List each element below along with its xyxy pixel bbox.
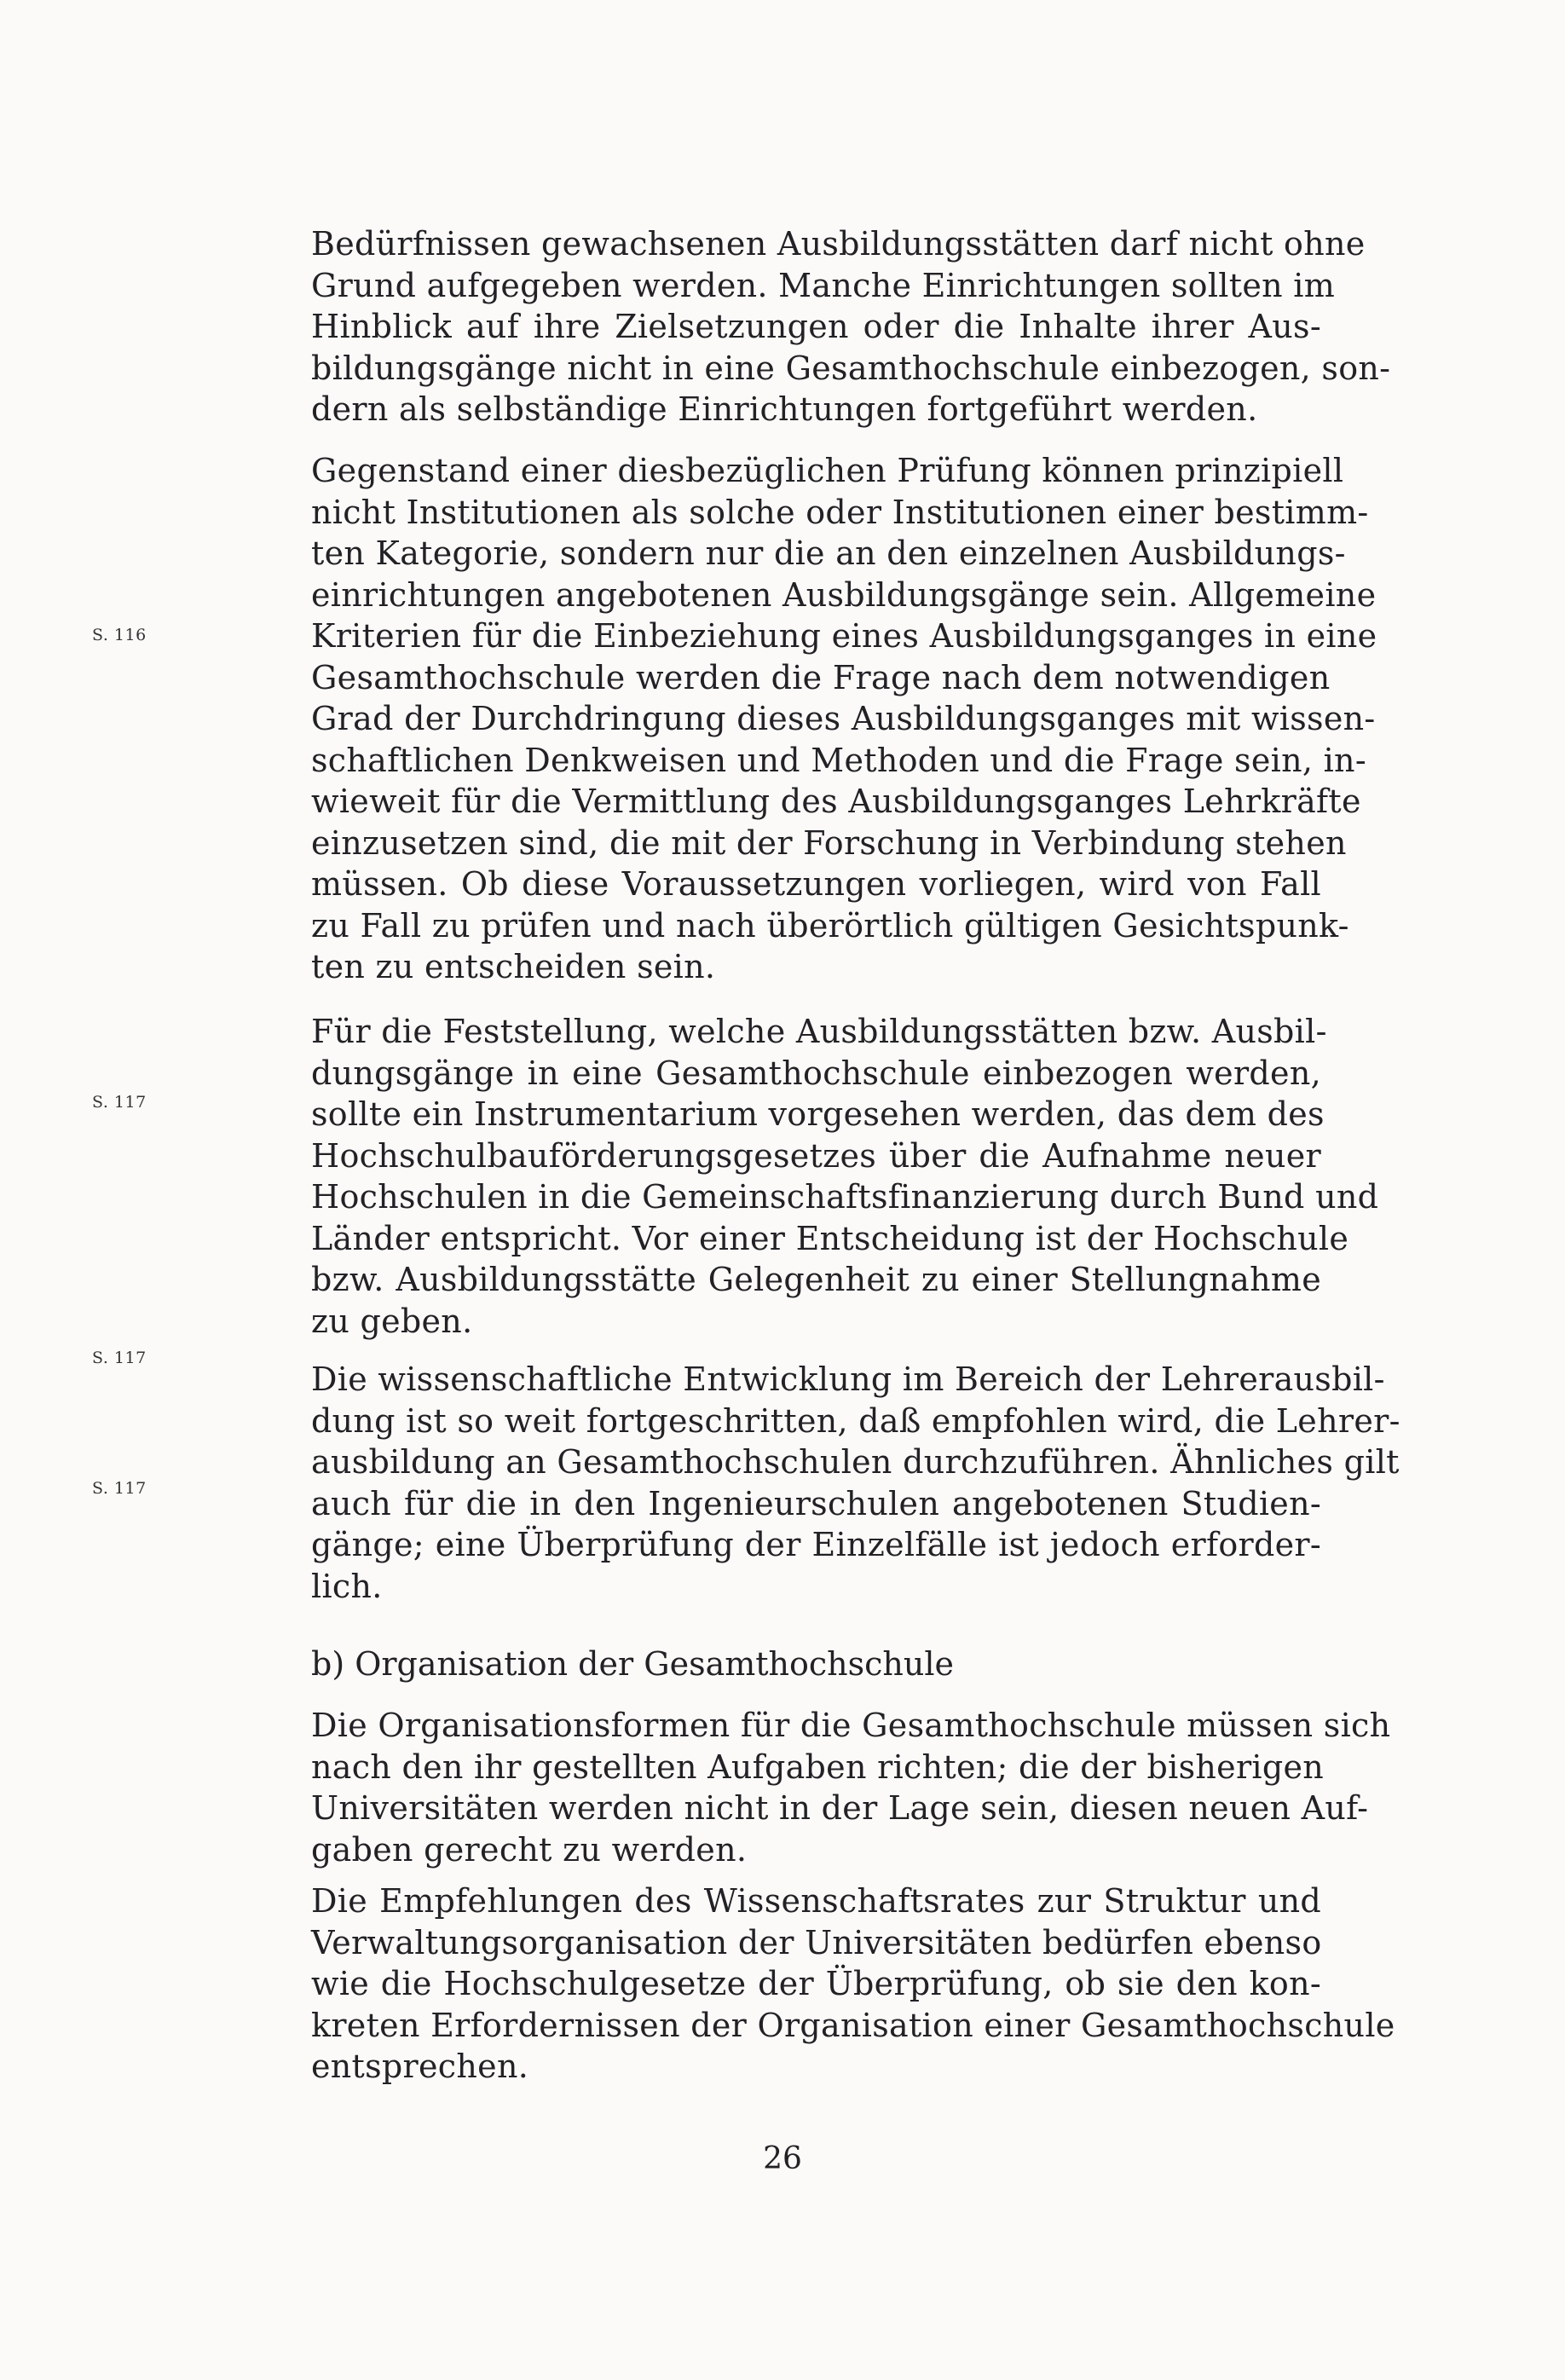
text-line: Hochschulbauförderungsgesetzes über die Aufnahme neuer	[311, 1136, 1321, 1175]
margin-reference: S. 117	[92, 1349, 147, 1367]
page-number: 26	[763, 2141, 802, 2176]
paragraph-2	[311, 450, 1377, 988]
text-line: lich.	[311, 1567, 383, 1605]
text-line: gaben gerecht zu werden.	[311, 1830, 748, 1869]
text-line: Verwaltungsorganisation der Universitäten bedürfen ebenso	[311, 1923, 1322, 1961]
text-line: Für die Feststellung, welche Ausbildungsstätten bzw. Ausbil-	[311, 1013, 1327, 1050]
text-line: bildungsgänge nicht in eine Gesamthochschule einbezogen, son-	[311, 349, 1391, 387]
text-line: Grad der Durchdringung dieses Ausbildungsganges mit wissen-	[311, 700, 1376, 737]
margin-reference: S. 117	[92, 1479, 147, 1498]
text-line: ausbildung an Gesamthochschulen durchzuführen. Ähnliches gilt	[311, 1443, 1400, 1481]
text-line: ten Kategorie, sondern nur die an den einzelnen Ausbildungs-	[311, 534, 1346, 572]
text-line: dung ist so weit fortgeschritten, daß empfohlen wird, die Lehrer-	[311, 1401, 1400, 1440]
paragraph-3	[311, 1011, 1379, 1342]
paragraph-1	[311, 223, 1391, 430]
text-line: Bedürfnissen gewachsenen Ausbildungsstätten darf nicht ohne	[311, 225, 1366, 263]
margin-reference: S. 117	[92, 1093, 147, 1112]
text-line: Die Empfehlungen des Wissenschaftsrates zur Struktur und	[311, 1882, 1321, 1920]
paragraph-4	[311, 1359, 1400, 1607]
text-line: nicht Institutionen als solche oder Institutionen einer bestimm-	[311, 493, 1369, 531]
text-line: wieweit für die Vermittlung des Ausbildungsganges Lehrkräfte	[311, 783, 1361, 820]
text-line: zu geben.	[311, 1302, 473, 1340]
text-line: auch für die in den Ingenieurschulen angebotenen Studien-	[311, 1484, 1321, 1522]
text-line: müssen. Ob diese Voraussetzungen vorliegen, wird von Fall	[311, 865, 1321, 903]
text-line: bzw. Ausbildungsstätte Gelegenheit zu einer Stellungnahme	[311, 1261, 1321, 1298]
paragraph-5	[311, 1705, 1391, 1870]
text-line: entsprechen.	[311, 2048, 529, 2085]
section-heading: b) Organisation der Gesamthochschule	[311, 1645, 955, 1683]
text-line: einzusetzen sind, die mit der Forschung in Verbindung stehen	[311, 823, 1347, 862]
paragraph-6	[311, 1880, 1395, 2088]
text-line: Gegenstand einer diesbezüglichen Prüfung können prinzipiell	[311, 452, 1344, 489]
text-line: einrichtungen angebotenen Ausbildungsgänge sein. Allgemeine	[311, 575, 1377, 614]
text-line: Länder entspricht. Vor einer Entscheidung ist der Hochschule	[311, 1219, 1349, 1257]
margin-reference: S. 116	[92, 626, 147, 644]
text-line: dungsgänge in eine Gesamthochschule einbezogen werden,	[311, 1054, 1321, 1092]
text-line: wie die Hochschulgesetze der Überprüfung, ob sie den kon-	[311, 1965, 1321, 2002]
text-line: Die Organisationsformen für die Gesamthochschule müssen sich	[311, 1707, 1391, 1744]
text-line: ten zu entscheiden sein.	[311, 948, 716, 985]
text-line: sollte ein Instrumentarium vorgesehen werden, das dem des	[311, 1095, 1325, 1133]
text-line: zu Fall zu prüfen und nach überörtlich gültigen Gesichtspunk-	[311, 906, 1349, 944]
text-line: Hochschulen in die Gemeinschaftsfinanzierung durch Bund und	[311, 1178, 1379, 1216]
text-line: dern als selbständige Einrichtungen fortgeführt werden.	[311, 390, 1258, 428]
text-line: Grund aufgegeben werden. Manche Einrichtungen sollten im	[311, 266, 1336, 304]
text-line: gänge; eine Überprüfung der Einzelfälle ist jedoch erforder-	[311, 1526, 1321, 1563]
text-line: Gesamthochschule werden die Frage nach dem notwendigen	[311, 658, 1331, 696]
text-line: Kriterien für die Einbeziehung eines Ausbildungsganges in eine	[311, 617, 1377, 655]
text-line: Die wissenschaftliche Entwicklung im Bereich der Lehrerausbil-	[311, 1360, 1385, 1398]
text-line: Universitäten werden nicht in der Lage sein, diesen neuen Auf-	[311, 1789, 1369, 1827]
text-line: schaftlichen Denkweisen und Methoden und die Frage sein, in-	[311, 741, 1366, 779]
text-line: Hinblick auf ihre Zielsetzungen oder die Inhalte ihrer Aus-	[311, 308, 1321, 345]
text-line: kreten Erfordernissen der Organisation einer Gesamthochschule	[311, 2006, 1395, 2044]
text-line: nach den ihr gestellten Aufgaben richten; die der bisherigen	[311, 1747, 1325, 1786]
